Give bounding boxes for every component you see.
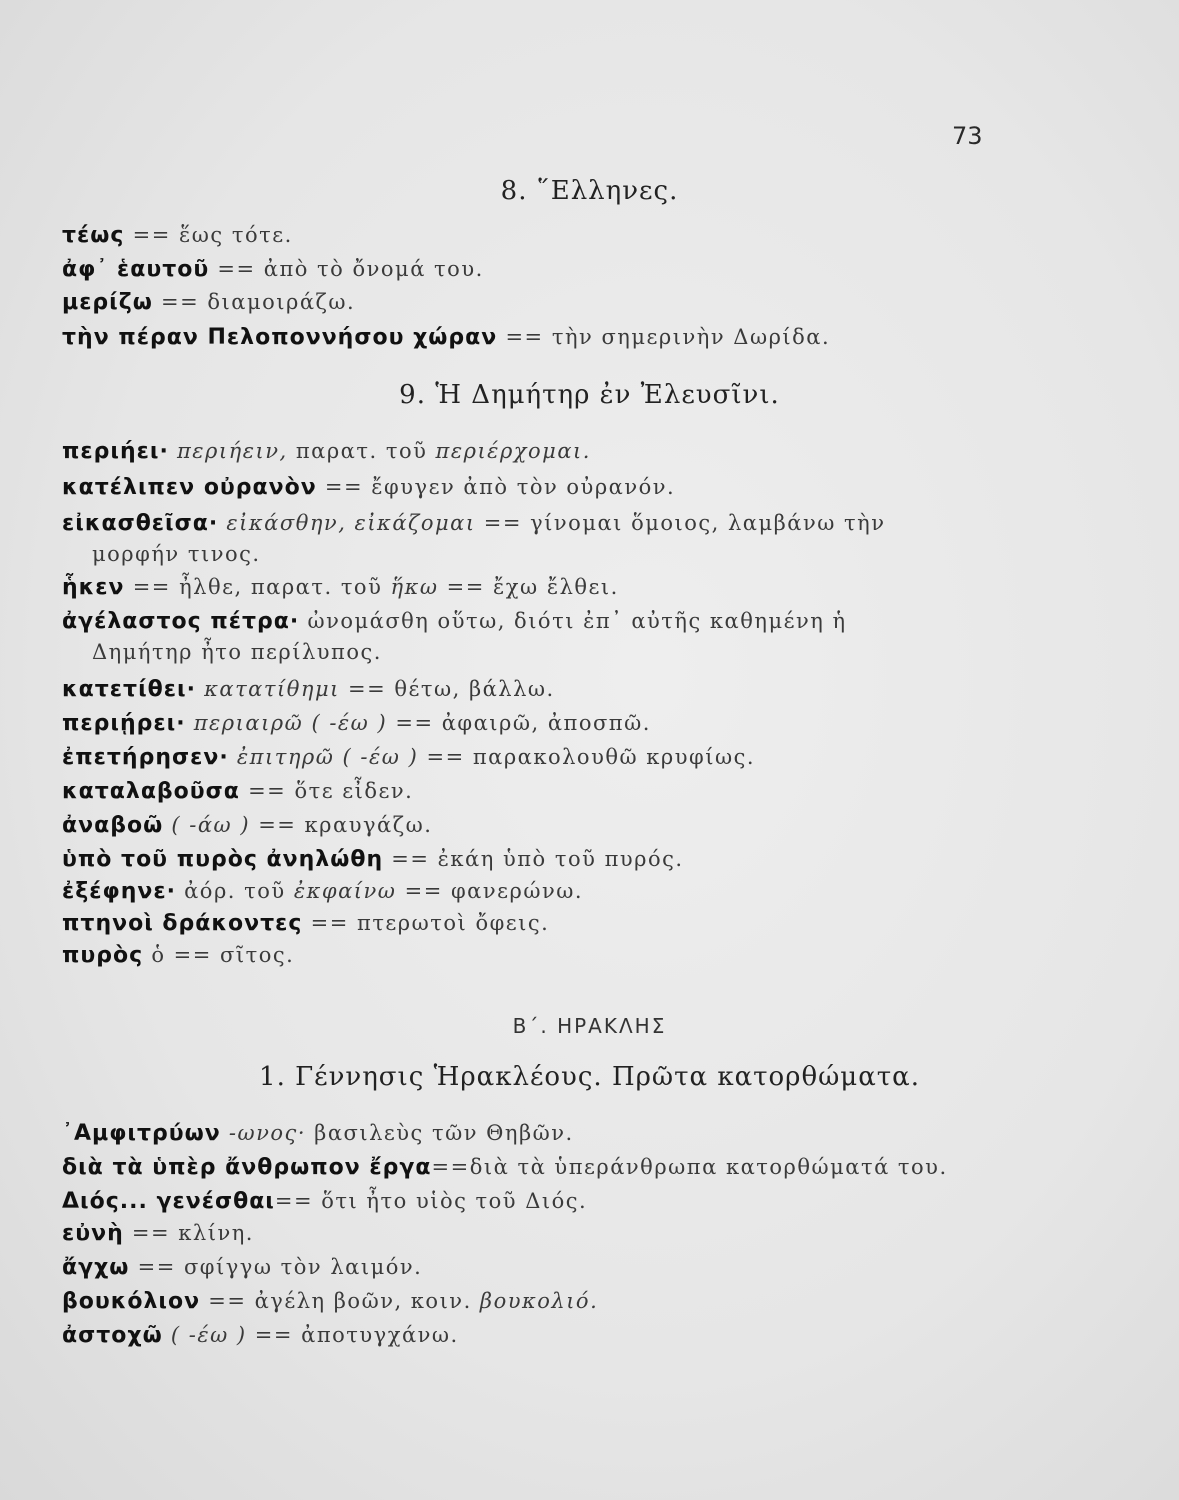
entry-definition: ==διὰ τὰ ὑπεράνθρωπα κατορθώματά του.: [431, 1155, 948, 1179]
entry-term: Διός... γενέσθαι: [62, 1189, 275, 1214]
entry-definition: περιήειν,: [168, 439, 288, 463]
part-b-header: Β΄. ΗΡΑΚΛΗΣ: [512, 1014, 667, 1038]
entry-term: πτηνοὶ δράκοντες: [62, 911, 303, 936]
entry-term: ἀναβοῶ: [62, 813, 164, 838]
entry-definition: == ἐκάη ὑπὸ τοῦ πυρός.: [383, 847, 684, 871]
entry-definition: == παρακολουθῶ κρυφίως.: [418, 745, 756, 769]
entry-definition: ὠνομάσθη οὕτω, διότι ἐπ᾽ αὐτῆς καθημένη ἡ: [299, 609, 847, 633]
glossary-entry: [62, 572, 1012, 603]
entry-term: ἐξέφηνε·: [62, 879, 176, 904]
glossary-entry: [62, 436, 1012, 467]
glossary-entry: [62, 1286, 1012, 1317]
glossary-entry: [62, 1320, 1012, 1351]
glossary-entry: [62, 708, 1012, 739]
entry-definition: εἰκάσθην,: [218, 511, 347, 535]
entry-term: βουκόλιον: [62, 1289, 201, 1314]
glossary-entry: [62, 254, 1012, 285]
entry-definition: ἥκω: [382, 575, 439, 599]
entry-definition: περιαιρῶ ( -έω ): [185, 711, 388, 735]
section-9-title: 9. Ἡ Δημήτηρ ἐν Ἐλευσῖνι.: [399, 380, 780, 410]
entry-definition: == ὅτε εἶδεν.: [239, 779, 414, 803]
entry-definition: == φανερώνω.: [396, 879, 584, 903]
entry-term: τὴν πέραν Πελοποννήσου χώραν: [62, 325, 498, 350]
entry-term: εἰκασθεῖσα·: [62, 511, 219, 536]
glossary-entry: [62, 322, 1012, 353]
glossary-entry: [62, 1118, 1012, 1149]
entry-continuation: μορφήν τινος.: [92, 542, 261, 566]
entry-definition: == ἀποτυγχάνω.: [246, 1323, 459, 1347]
entry-definition: ὁ == σῖτος.: [143, 943, 295, 967]
glossary-entry: [62, 472, 1012, 503]
entry-term: ἀφ᾽ ἑαυτοῦ: [62, 257, 210, 282]
glossary-entry: [62, 940, 1012, 971]
glossary-entry: [62, 1218, 1012, 1249]
entry-definition: == ἀγέλη βοῶν, κοιν.: [200, 1289, 472, 1313]
entry-definition: == κραυγάζω.: [250, 813, 433, 837]
glossary-entry: [62, 508, 1012, 569]
entry-term: ἀστοχῶ: [62, 1323, 163, 1348]
glossary-entry: [62, 287, 1012, 318]
entry-term: ὑπὸ τοῦ πυρὸς ἀνηλώθη: [62, 847, 384, 872]
entry-definition: == γίνομαι ὅμοιος, λαμβάνω τὴν: [475, 511, 886, 535]
glossary-entry: [62, 674, 1012, 705]
entry-term: μερίζω: [62, 290, 153, 315]
entry-definition: == διαμοιράζω.: [152, 290, 356, 314]
entry-definition: == ἦλθε, παρατ. τοῦ: [124, 575, 383, 599]
entry-definition: == ἀφαιρῶ, ἀποσπῶ.: [387, 711, 651, 735]
glossary-entry: [62, 810, 1012, 841]
entry-term: πυρὸς: [62, 943, 144, 968]
page-number: 73: [952, 122, 983, 150]
glossary-entry: [62, 220, 1012, 251]
entry-term: ἧκεν: [62, 575, 125, 600]
entry-definition: == θέτω, βάλλω.: [339, 677, 555, 701]
glossary-entry: [62, 776, 1012, 807]
glossary-entry: [62, 908, 1012, 939]
entry-term: ἐπετήρησεν·: [62, 745, 229, 770]
entry-definition: κατατίθημι: [195, 677, 340, 701]
entry-definition: ἐκφαίνω: [285, 879, 397, 903]
entry-definition: ( -έω ): [162, 1323, 247, 1347]
entry-continuation: Δημήτηρ ἦτο περίλυπος.: [92, 640, 382, 664]
entry-term: τέως: [62, 223, 125, 248]
entry-definition: == ἔφυγεν ἀπὸ τὸν οὐρανόν.: [316, 475, 676, 499]
entry-definition: -ωνος·: [220, 1121, 306, 1145]
glossary-entry: [62, 876, 1012, 907]
entry-definition: βουκολιό.: [471, 1289, 599, 1313]
entry-definition: περιέρχομαι.: [427, 439, 591, 463]
entry-definition: εἰκάζομαι: [346, 511, 476, 535]
entry-definition: == ἀπὸ τὸ ὄνομά του.: [209, 257, 484, 281]
entry-definition: ( -άω ): [163, 813, 251, 837]
entry-term: διὰ τὰ ὑπὲρ ἄνθρωπον ἔργα: [62, 1155, 432, 1180]
entry-definition: == πτερωτοὶ ὄφεις.: [302, 911, 550, 935]
entry-term: ἀγέλαστος πέτρα·: [62, 609, 300, 634]
section-8-title: 8. ῞Ελληνες.: [500, 176, 679, 206]
entry-definition: == κλίνη.: [123, 1221, 254, 1245]
entry-definition: == ἕως τότε.: [124, 223, 293, 247]
part-b-title: 1. Γέννησις Ἡρακλέους. Πρῶτα κατορθώματα.: [259, 1062, 920, 1092]
entry-term: κατέλιπεν οὐρανὸν: [62, 475, 317, 500]
entry-term: εὐνὴ: [62, 1221, 124, 1246]
entry-definition: παρατ. τοῦ: [287, 439, 428, 463]
glossary-entry: [62, 742, 1012, 773]
glossary-entry: [62, 1252, 1012, 1283]
entry-term: καταλαβοῦσα: [62, 779, 240, 804]
glossary-entry: [62, 606, 1012, 667]
entry-definition: ἀόρ. τοῦ: [175, 879, 286, 903]
entry-term: περιήει·: [62, 439, 169, 464]
entry-definition: == σφίγγω τὸν λαιμόν.: [129, 1255, 423, 1279]
entry-term: κατετίθει·: [62, 677, 196, 702]
entry-term: περιῄρει·: [62, 711, 186, 736]
entry-definition: == ὅτι ἦτο υἱὸς τοῦ Διός.: [274, 1189, 588, 1213]
glossary-entry: [62, 1186, 1012, 1217]
glossary-entry: [62, 844, 1012, 875]
entry-definition: == ἔχω ἔλθει.: [438, 575, 619, 599]
glossary-entry: [62, 1152, 1012, 1183]
entry-definition: == τὴν σημερινὴν Δωρίδα.: [497, 325, 831, 349]
entry-term: ᾽Αμφιτρύων: [62, 1121, 221, 1146]
entry-definition: βασιλεὺς τῶν Θηβῶν.: [306, 1121, 574, 1145]
entry-definition: ἐπιτηρῶ ( -έω ): [228, 745, 419, 769]
entry-term: ἄγχω: [62, 1255, 130, 1280]
